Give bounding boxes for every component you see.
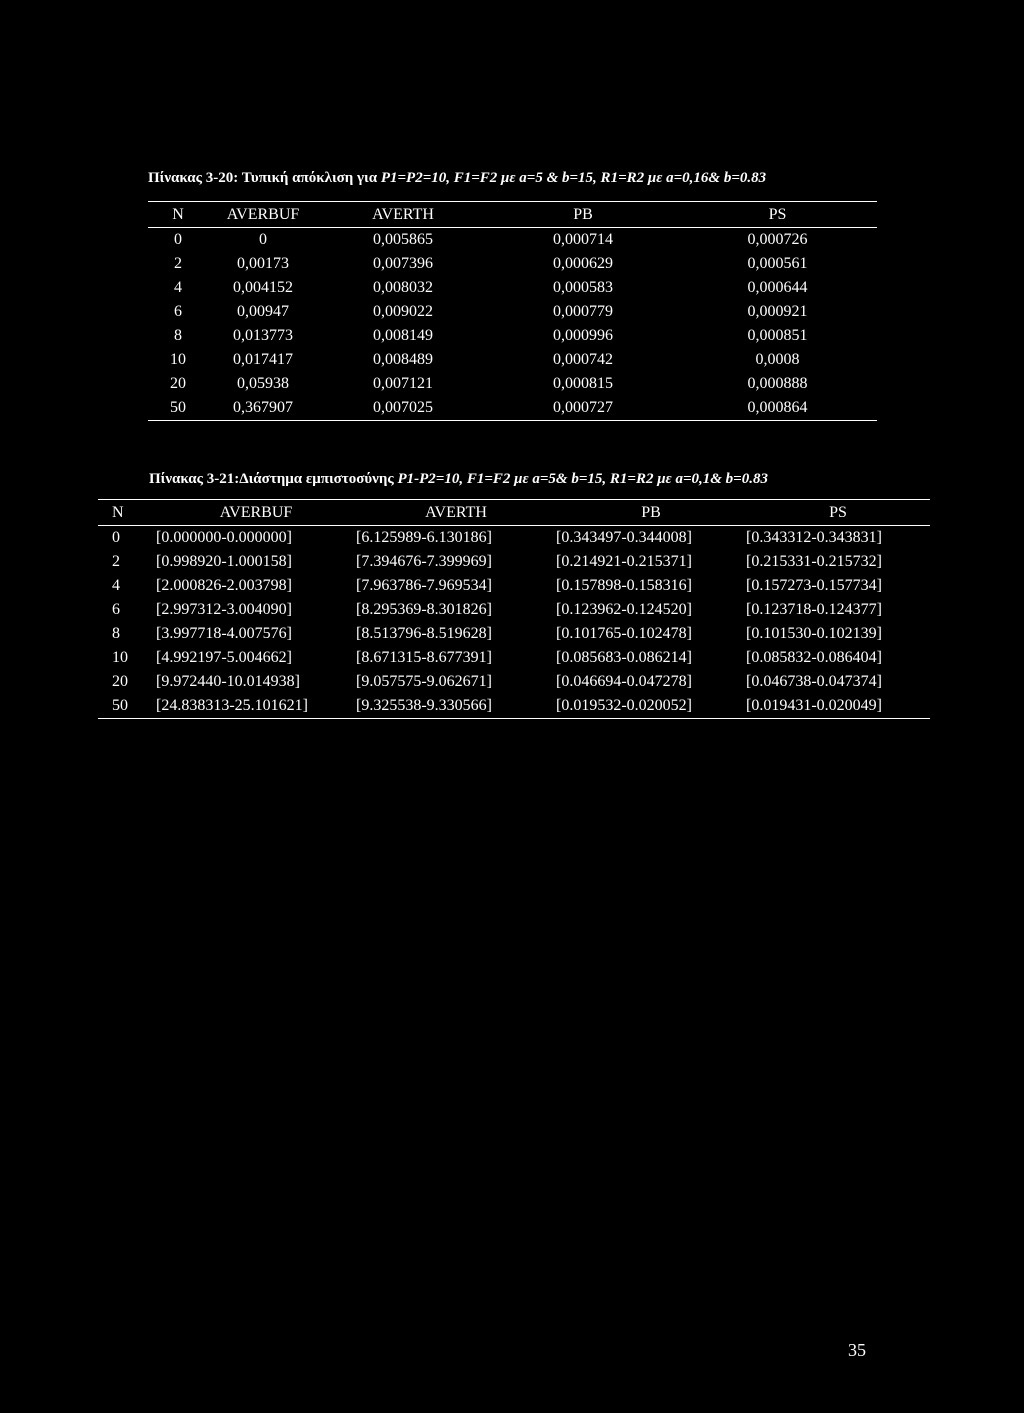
- table-cell: [8.671315-8.677391]: [356, 649, 492, 666]
- standard-deviation-table: [148, 201, 877, 421]
- table-cell: 0,000864: [747, 399, 808, 416]
- table-cell: [0.046738-0.047374]: [746, 673, 882, 690]
- table-row: [148, 396, 877, 421]
- table-2-header-cell: PB: [556, 500, 746, 526]
- table-cell: 0,000714: [553, 231, 613, 248]
- table-1-caption: [148, 170, 766, 187]
- table-cell: 6: [112, 601, 120, 618]
- table-row: [148, 300, 877, 324]
- table-row: [98, 598, 930, 622]
- table-cell: [0.046694-0.047278]: [556, 673, 692, 690]
- table-1-header-cell: PB: [488, 202, 678, 228]
- table-cell: 0,000921: [747, 303, 808, 320]
- table-cell: [0.343497-0.344008]: [556, 529, 692, 546]
- table-cell: 0,000644: [747, 279, 808, 296]
- table-cell: 0: [174, 231, 182, 248]
- table-2-header-cell: N: [98, 500, 156, 526]
- table-cell: 0,00947: [237, 303, 289, 320]
- table-2-caption-prefix: Πίνακας 3-21:Διάστημα εμπιστοσύνης: [149, 471, 398, 487]
- table-cell: 0,008032: [373, 279, 433, 296]
- table-cell: 0,000779: [553, 303, 613, 320]
- table-cell: 0,05938: [237, 375, 289, 392]
- table-cell: 2: [112, 553, 120, 570]
- table-row: [98, 574, 930, 598]
- table-cell: [0.000000-0.000000]: [156, 529, 292, 546]
- table-2-caption-formula: P1-P2=10, F1=F2 με a=5& b=15, R1=R2 με a=0,1& b=0.83: [397, 471, 768, 487]
- table-row: [148, 228, 877, 253]
- table-cell: 2: [174, 255, 182, 272]
- table-1-header-cell: AVERBUF: [208, 202, 318, 228]
- table-cell: 0,000561: [747, 255, 808, 272]
- table-cell: [9.972440-10.014938]: [156, 673, 300, 690]
- table-row: [98, 694, 930, 719]
- table-1-caption-formula: P1=P2=10, F1=F2 με a=5 & b=15, R1=R2 με a=0,16& b=0.83: [380, 170, 767, 186]
- table-cell: 50: [112, 697, 128, 714]
- table-cell: [7.963786-7.969534]: [356, 577, 492, 594]
- table-2-header-cell: AVERTH: [356, 500, 556, 526]
- table-cell: 0: [259, 231, 267, 248]
- table-cell: [7.394676-7.399969]: [356, 553, 492, 570]
- table-cell: 6: [174, 303, 182, 320]
- table-cell: 4: [112, 577, 120, 594]
- table-cell: 50: [170, 399, 186, 416]
- table-cell: 0,008489: [373, 351, 433, 368]
- table-cell: [3.997718-4.007576]: [156, 625, 292, 642]
- table-cell: [0.157898-0.158316]: [556, 577, 692, 594]
- table-row: [148, 276, 877, 300]
- table-cell: 4: [174, 279, 182, 296]
- table-cell: 0,367907: [233, 399, 293, 416]
- table-1-header-cell: AVERTH: [318, 202, 488, 228]
- table-row: [148, 348, 877, 372]
- table-row: [148, 252, 877, 276]
- table-cell: 0,008149: [373, 327, 433, 344]
- table-cell: 0,000726: [747, 231, 808, 248]
- table-cell: 10: [112, 649, 128, 666]
- table-cell: 0,000629: [553, 255, 613, 272]
- table-2-header-cell: PS: [746, 500, 930, 526]
- table-cell: 10: [170, 351, 186, 368]
- table-cell: 0,004152: [233, 279, 293, 296]
- table-cell: 0,000851: [747, 327, 808, 344]
- table-cell: 20: [112, 673, 128, 690]
- table-cell: 0,007396: [373, 255, 433, 272]
- table-cell: [9.057575-9.062671]: [356, 673, 492, 690]
- table-cell: 0,000583: [553, 279, 613, 296]
- table-cell: [0.157273-0.157734]: [746, 577, 882, 594]
- table-cell: [0.214921-0.215371]: [556, 553, 692, 570]
- table-row: [98, 622, 930, 646]
- table-cell: [0.085683-0.086214]: [556, 649, 692, 666]
- table-cell: [0.101765-0.102478]: [556, 625, 692, 642]
- table-cell: [4.992197-5.004662]: [156, 649, 292, 666]
- table-row: [98, 550, 930, 574]
- table-2-caption: [149, 471, 768, 488]
- table-cell: 0,000815: [553, 375, 613, 392]
- table-cell: [0.215331-0.215732]: [746, 553, 882, 570]
- table-cell: [6.125989-6.130186]: [356, 529, 492, 546]
- table-cell: 0,013773: [233, 327, 293, 344]
- table-cell: [0.343312-0.343831]: [746, 529, 882, 546]
- table-cell: [0.019431-0.020049]: [746, 697, 882, 714]
- table-cell: [24.838313-25.101621]: [156, 697, 308, 714]
- table-row: [98, 670, 930, 694]
- table-2-header-row: [98, 500, 930, 526]
- table-cell: [0.085832-0.086404]: [746, 649, 882, 666]
- table-cell: 0: [112, 529, 120, 546]
- confidence-interval-table: [98, 499, 930, 719]
- table-cell: 0,000727: [553, 399, 613, 416]
- table-row: [148, 324, 877, 348]
- table-cell: 0,009022: [373, 303, 433, 320]
- table-cell: [8.295369-8.301826]: [356, 601, 492, 618]
- table-1-caption-prefix: Πίνακας 3-20: Τυπική απόκλιση για: [148, 170, 381, 186]
- table-2-header-cell: AVERBUF: [156, 500, 356, 526]
- table-cell: [0.123718-0.124377]: [746, 601, 882, 618]
- table-cell: 8: [112, 625, 120, 642]
- table-1-header-cell: N: [148, 202, 208, 228]
- table-cell: 0,017417: [233, 351, 293, 368]
- table-cell: [2.997312-3.004090]: [156, 601, 292, 618]
- table-row: [98, 646, 930, 670]
- table-cell: 0,0008: [755, 351, 800, 368]
- table-cell: 0,000888: [747, 375, 808, 392]
- table-cell: 0,007121: [373, 375, 433, 392]
- page-number: 35: [848, 1340, 866, 1360]
- table-cell: [0.998920-1.000158]: [156, 553, 292, 570]
- table-row: [98, 526, 930, 551]
- table-row: [148, 372, 877, 396]
- table-cell: 0,005865: [373, 231, 433, 248]
- table-cell: [8.513796-8.519628]: [356, 625, 492, 642]
- table-1-header-row: [148, 202, 877, 228]
- table-cell: 0,007025: [373, 399, 433, 416]
- table-cell: 0,000742: [553, 351, 613, 368]
- table-cell: [0.019532-0.020052]: [556, 697, 692, 714]
- table-cell: 8: [174, 327, 182, 344]
- table-cell: 0,00173: [237, 255, 289, 272]
- table-cell: [2.000826-2.003798]: [156, 577, 292, 594]
- table-cell: [9.325538-9.330566]: [356, 697, 492, 714]
- table-cell: [0.101530-0.102139]: [746, 625, 882, 642]
- table-1-header-cell: PS: [678, 202, 877, 228]
- table-cell: 20: [170, 375, 186, 392]
- table-cell: 0,000996: [553, 327, 613, 344]
- table-cell: [0.123962-0.124520]: [556, 601, 692, 618]
